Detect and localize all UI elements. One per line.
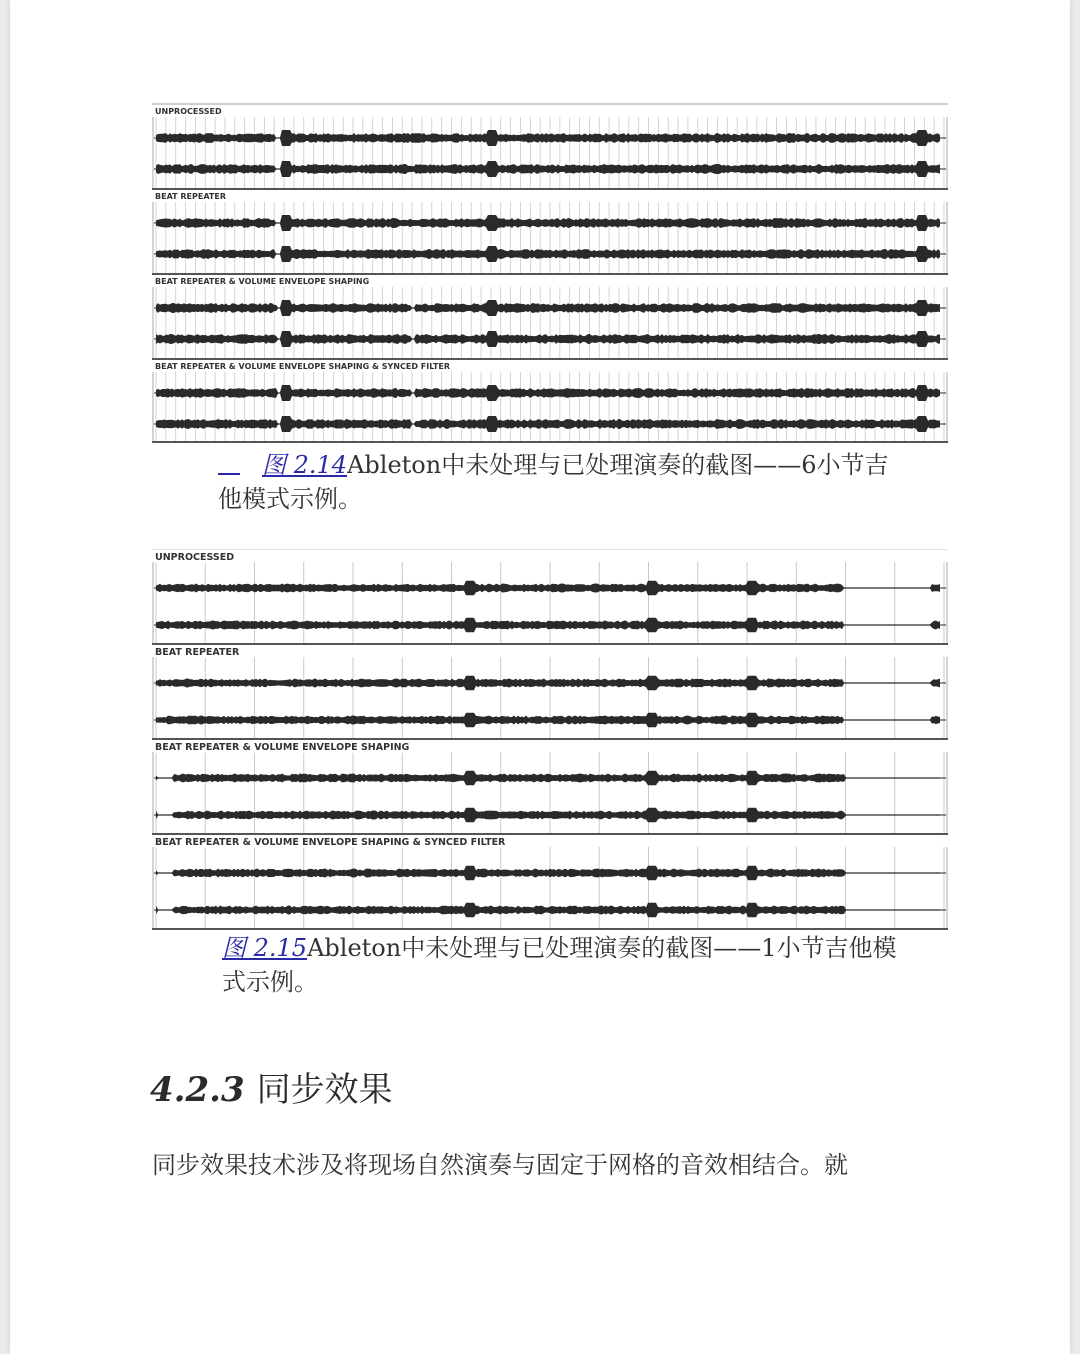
- figure-caption: [218, 448, 898, 516]
- document-page: [10, 0, 1070, 1354]
- waveform-panel: [152, 105, 948, 190]
- waveform-panel: [152, 645, 948, 740]
- waveform-track: [152, 190, 948, 275]
- panel-label: BEAT REPEATER & VOLUME ENVELOPE SHAPING: [155, 278, 372, 286]
- link-underline-mark: [218, 463, 240, 475]
- figure-caption: [222, 931, 902, 999]
- waveform-track: [152, 360, 948, 443]
- waveform-track: [152, 835, 948, 930]
- waveform-panel: [152, 740, 948, 835]
- panel-label: BEAT REPEATER & VOLUME ENVELOPE SHAPING & SYNCED FILTER: [155, 838, 508, 848]
- figure-reference-link[interactable]: 图 2.14: [262, 451, 348, 479]
- waveform-panel: [152, 550, 948, 645]
- figure-reference-link[interactable]: 图 2.15: [222, 934, 308, 962]
- waveform-track: [152, 550, 948, 645]
- panel-label: UNPROCESSED: [155, 108, 225, 116]
- waveform-track: [152, 275, 948, 360]
- waveform-panel: [152, 275, 948, 360]
- waveform-panel: [152, 190, 948, 275]
- panel-label: BEAT REPEATER: [155, 193, 229, 201]
- section-heading: [150, 1066, 393, 1114]
- waveform-track: [152, 645, 948, 740]
- panel-label: BEAT REPEATER: [155, 648, 242, 658]
- caption-text: Ableton中未处理与已处理演奏的截图——6小节吉他模式示例。: [218, 451, 889, 513]
- panel-label: BEAT REPEATER & VOLUME ENVELOPE SHAPING: [155, 743, 412, 753]
- section-title: 同步效果: [256, 1070, 393, 1110]
- waveform-panel: [152, 835, 948, 930]
- waveform-panel: [152, 360, 948, 443]
- waveform-track: [152, 740, 948, 835]
- panel-label: BEAT REPEATER & VOLUME ENVELOPE SHAPING & SYNCED FILTER: [155, 363, 453, 371]
- figure-2-14-waveforms: [152, 103, 948, 443]
- figure-2-15-waveforms: [152, 549, 948, 928]
- waveform-track: [152, 105, 948, 190]
- section-number: 4.2.3: [150, 1070, 245, 1110]
- panel-label: UNPROCESSED: [155, 553, 237, 563]
- caption-text: Ableton中未处理与已处理演奏的截图——1小节吉他模式示例。: [222, 934, 897, 996]
- body-paragraph: 同步效果技术涉及将现场自然演奏与固定于网格的音效相结合。就: [152, 1151, 848, 1179]
